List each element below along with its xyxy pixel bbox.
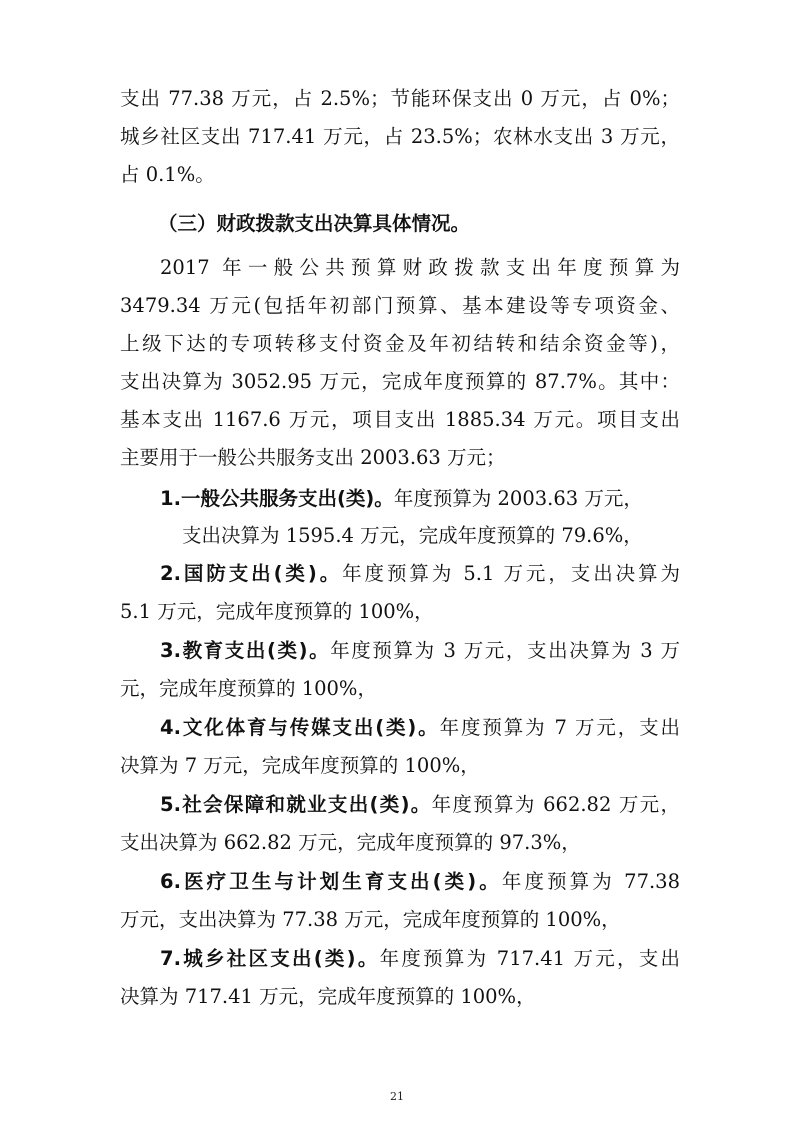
item-continuation: 支出决算为 1595.4 万元，完成年度预算的 79.6%，: [182, 524, 643, 547]
body-line: 城乡社区支出 717.41 万元，占 23.5%；农林水支出 3 万元，: [120, 125, 680, 148]
list-item: [160, 787, 680, 823]
item-text: 年度预算为 717.41 万元，支出: [379, 947, 680, 970]
page-number: 21: [390, 1090, 404, 1103]
body-line: 支出决算为 3052.95 万元，完成年度预算的 87.7%。其中：: [120, 370, 680, 393]
item-text: 年度预算为 5.1 万元，支出决算为: [342, 562, 680, 585]
item-title: 4.文化体育与传媒支出(类)。: [160, 716, 440, 739]
item-title: 1.一般公共服务支出(类)。: [160, 487, 394, 510]
body-line: 2017 年一般公共预算财政拨款支出年度预算为: [160, 256, 680, 279]
section-heading: （三）财政拨款支出决算具体情况。: [158, 212, 471, 235]
item-text: 年度预算为 662.82 万元，: [431, 793, 680, 816]
item-continuation: 元，完成年度预算的 100%，: [120, 677, 377, 700]
body-line: 上级下达的专项转移支付资金及年初结转和结余资金等)，: [120, 332, 680, 355]
item-title: 6.医疗卫生与计划生育支出(类)。: [160, 870, 502, 893]
item-title: 3.教育支出(类)。: [160, 639, 331, 662]
item-continuation: 5.1 万元，完成年度预算的 100%，: [120, 600, 434, 623]
item-continuation: 决算为 717.41 万元，完成年度预算的 100%，: [120, 985, 536, 1008]
item-continuation: 支出决算为 662.82 万元，完成年度预算的 97.3%，: [120, 831, 581, 854]
list-item: [160, 556, 680, 592]
item-title: 2.国防支出(类)。: [160, 562, 343, 585]
item-title: 7.城乡社区支出(类)。: [160, 947, 380, 970]
body-line: 支出 77.38 万元，占 2.5%；节能环保支出 0 万元，占 0%；: [120, 87, 680, 110]
list-item: [160, 710, 680, 746]
list-item: [160, 633, 680, 669]
body-line: 占 0.1%。: [120, 163, 215, 186]
list-item: [160, 941, 680, 977]
list-item: [160, 481, 680, 517]
item-text: 年度预算为 7 万元，支出: [439, 716, 680, 739]
body-line: 3479.34 万元(包括年初部门预算、基本建设等专项资金、: [120, 294, 680, 317]
item-title: 5.社会保障和就业支出(类)。: [160, 793, 432, 816]
body-line: 主要用于一般公共服务支出 2003.63 万元；: [120, 446, 506, 469]
item-continuation: 万元，支出决算为 77.38 万元，完成年度预算的 100%，: [120, 908, 621, 931]
item-text: 年度预算为 77.38: [501, 870, 680, 893]
item-text: 年度预算为 3 万元，支出决算为 3 万: [330, 639, 680, 662]
item-continuation: 决算为 7 万元，完成年度预算的 100%，: [120, 754, 480, 777]
list-item: [160, 864, 680, 900]
body-line: 基本支出 1167.6 万元，项目支出 1885.34 万元。项目支出: [120, 408, 680, 431]
item-text: 年度预算为 2003.63 万元，: [393, 487, 643, 510]
